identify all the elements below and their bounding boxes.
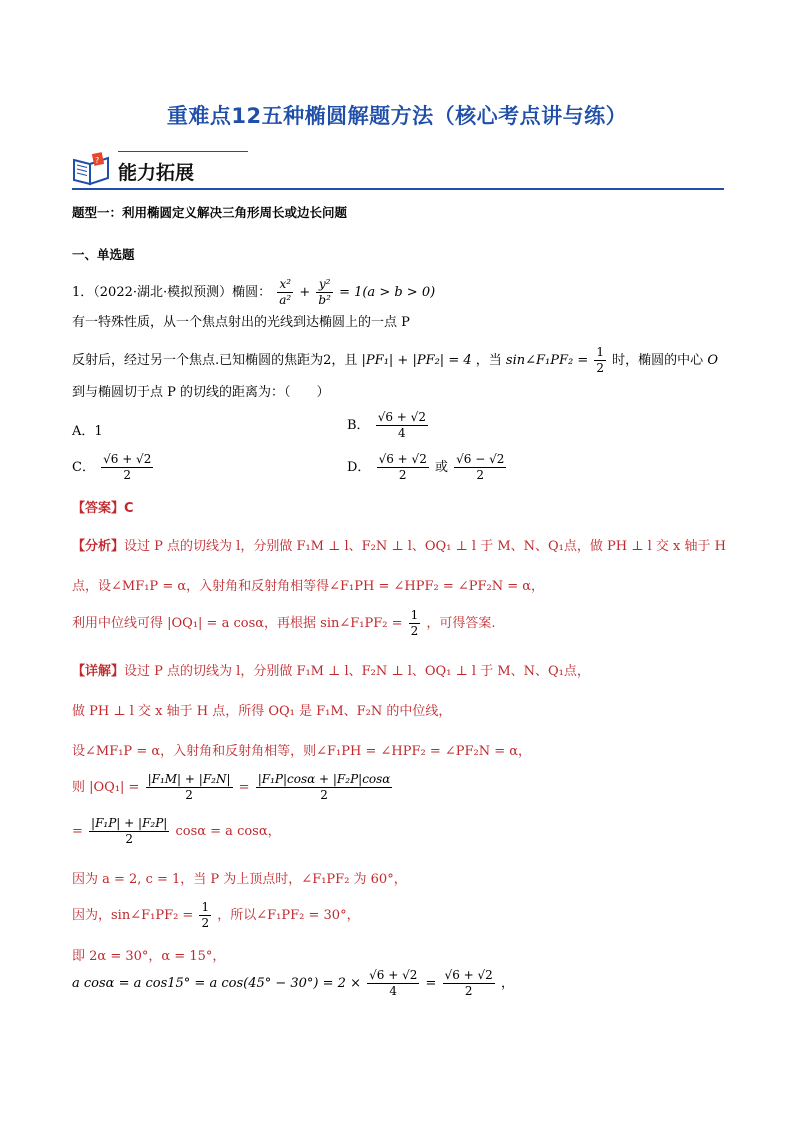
analysis-line-1: 【分析】设过 P 点的切线为 l，分别做 F₁M ⊥ l、F₂N ⊥ l、OQ₁ ⊥ l 于 M、N、Q₁点，做 PH ⊥ l 交 x 轴于 H [72,539,726,554]
option-a: A．1 [72,424,103,439]
detail-line-6: 因为 a = 2, c = 1，当 P 为上顶点时，∠F₁PF₂ 为 60°， [72,872,407,887]
detail-line-2: 做 PH ⊥ l 交 x 轴于 H 点，所得 OQ₁ 是 F₁M、F₂N 的中位线， [72,704,452,719]
formula-y: $\frac{\text{y²}}{\text{b²}}$ [318,277,331,307]
option-d: D． $\frac{√6 + √2}{2}$ 或 $\frac{√6 - √2}{2}$ [347,452,505,482]
detail-line-9: a cosα = a cos15° = a cos(45° − 30°) = 2 × $\frac{√6 + √2}{4}$ = $\frac{√6 + √2}{2}$ ， [72,968,514,998]
page-title: 重难点12五种椭圆解题方法（核心考点讲与练） [166,104,628,128]
answer-line [72,497,134,516]
question-line-2: 有一特殊性质，从一个焦点射出的光线到达椭圆上的一点 P [72,315,410,330]
section-label: 能力拓展 [118,162,195,184]
center-point: O [707,353,718,368]
one-half: $\frac{1}{2}$ [596,345,605,375]
question-text: ，当 [475,353,502,368]
question-line-1: 1．（2022·湖北·模拟预测）椭圆： $\frac{\text{x²}}{\text{a²}}$ + $\frac{\text{y²}}{\text{b²}}$ = 1(a > b > 0) [72,277,436,307]
book-icon [72,152,112,186]
analysis-line-3: 利用中位线可得 |OQ₁| = a cosα，再根据 sin∠F₁PF₂ = $\frac{1}{2}$ ，可得答案. [72,608,496,638]
detail-line-1: 【详解】设过 P 点的切线为 l，分别做 F₁M ⊥ l、F₂N ⊥ l、OQ₁ ⊥ l 于 M、N、Q₁点， [72,664,590,679]
sine-expression: sin∠F₁PF₂ = [505,353,589,368]
option-b: B． $\frac{√6 + √2}{4}$ [347,410,426,440]
detail-line-4: 则 |OQ₁| = $\frac{\text{|F₁M| + |F₂N|}}{2}$ = $\frac{\text{|F₁P|cosα + |F₂P|cosα}}{2}$ [72,772,391,802]
analysis-line-2: 点，设∠MF₁P = α，入射角和反射角相等得∠F₁PH = ∠HPF₂ = ∠PF₂N = α， [72,579,545,594]
question-line-4: 到与椭圆切于点 P 的切线的距离为：（ ） [72,385,330,400]
question-line-3 [72,345,718,376]
question-prefix: 1．（2022·湖北·模拟预测）椭圆： [72,285,272,300]
question-text: 时，椭圆的中心 [612,353,704,368]
answer-value: C [124,501,134,516]
svg-text:?: ? [95,156,100,165]
question-text: 反射后，经过另一个焦点.已知椭圆的焦距为2，且 [72,353,358,368]
detail-line-8: 即 2α = 30°，α = 15°， [72,949,226,964]
subsection-heading: 一、单选题 [72,247,135,262]
detail-line-5: = $\frac{\text{|F₁P| + |F₂P|}}{2}$ cosα = a cosα， [72,816,281,846]
option-c: C． $\frac{√6 + √2}{2}$ [72,452,152,482]
topic-heading: 题型一：利用椭圆定义解决三角形周长或边长问题 [72,205,348,220]
focal-sum: |PF₁| + |PF₂| = 4 [361,353,472,368]
answer-tag: 【答案】 [72,501,125,516]
section-header [72,148,724,190]
formula-x: $\frac{\text{x²}}{\text{a²}}$ [279,277,292,307]
detail-line-7: 因为，sin∠F₁PF₂ = $\frac{1}{2}$ ，所以∠F₁PF₂ = 30°， [72,900,360,930]
detail-line-3: 设∠MF₁P = α，入射角和反射角相等，则∠F₁PH = ∠HPF₂ = ∠PF₂N = α， [72,744,532,759]
